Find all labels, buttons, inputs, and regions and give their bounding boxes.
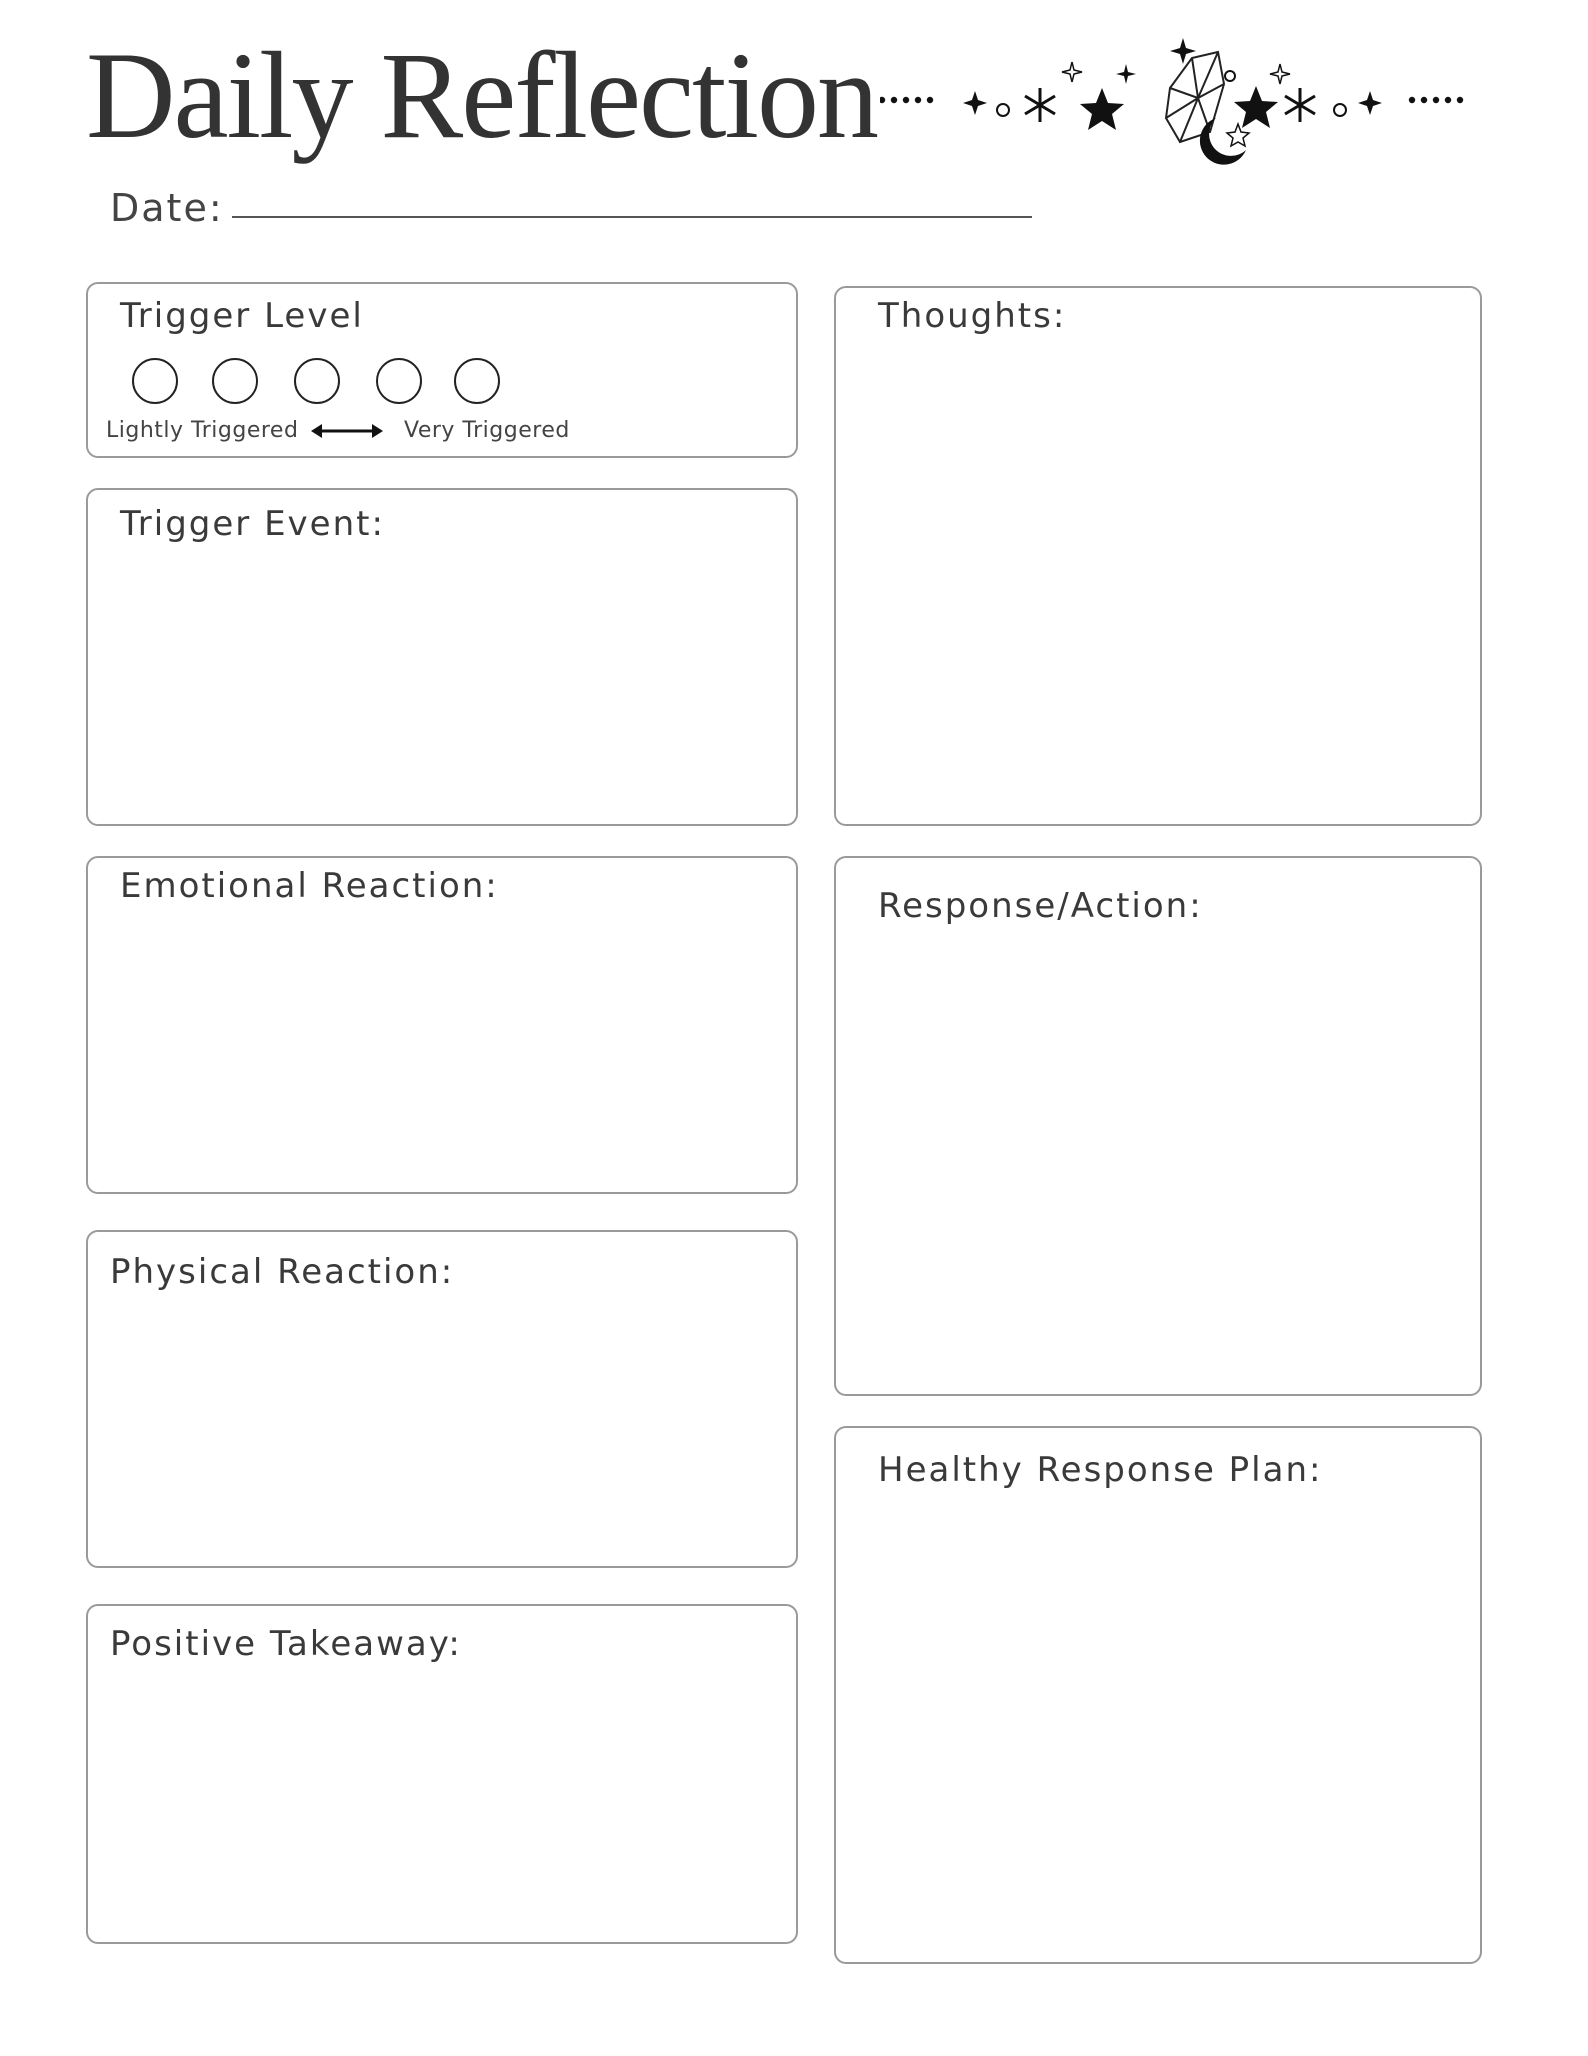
double-arrow-icon — [310, 420, 384, 442]
physical-reaction-box[interactable] — [86, 1230, 798, 1568]
page-title: Daily Reflection — [86, 27, 877, 164]
trigger-level-option-5[interactable] — [454, 358, 500, 404]
response-action-box[interactable] — [834, 856, 1482, 1396]
date-field-line[interactable] — [232, 216, 1032, 218]
emotional-reaction-label: Emotional Reaction: — [120, 866, 499, 906]
thoughts-label: Thoughts: — [878, 296, 1067, 336]
trigger-event-label: Trigger Event: — [120, 504, 385, 544]
physical-reaction-label: Physical Reaction: — [110, 1252, 455, 1292]
trigger-level-label: Trigger Level — [120, 296, 364, 336]
trigger-level-option-3[interactable] — [294, 358, 340, 404]
trigger-level-box — [86, 282, 798, 458]
thoughts-box[interactable] — [834, 286, 1482, 826]
positive-takeaway-label: Positive Takeaway: — [110, 1624, 462, 1664]
healthy-response-plan-box[interactable] — [834, 1426, 1482, 1964]
date-label: Date: — [110, 186, 224, 230]
trigger-level-option-1[interactable] — [132, 358, 178, 404]
response-action-label: Response/Action: — [878, 886, 1203, 926]
trigger-event-box[interactable] — [86, 488, 798, 826]
trigger-level-option-4[interactable] — [376, 358, 422, 404]
trigger-level-option-2[interactable] — [212, 358, 258, 404]
emotional-reaction-box[interactable] — [86, 856, 798, 1194]
scale-min-label: Lightly Triggered — [106, 418, 299, 443]
healthy-response-plan-label: Healthy Response Plan: — [878, 1450, 1323, 1490]
scale-max-label: Very Triggered — [404, 418, 570, 443]
positive-takeaway-box[interactable] — [86, 1604, 798, 1944]
celestial-crystal-moon-stars-icon — [880, 28, 1520, 178]
